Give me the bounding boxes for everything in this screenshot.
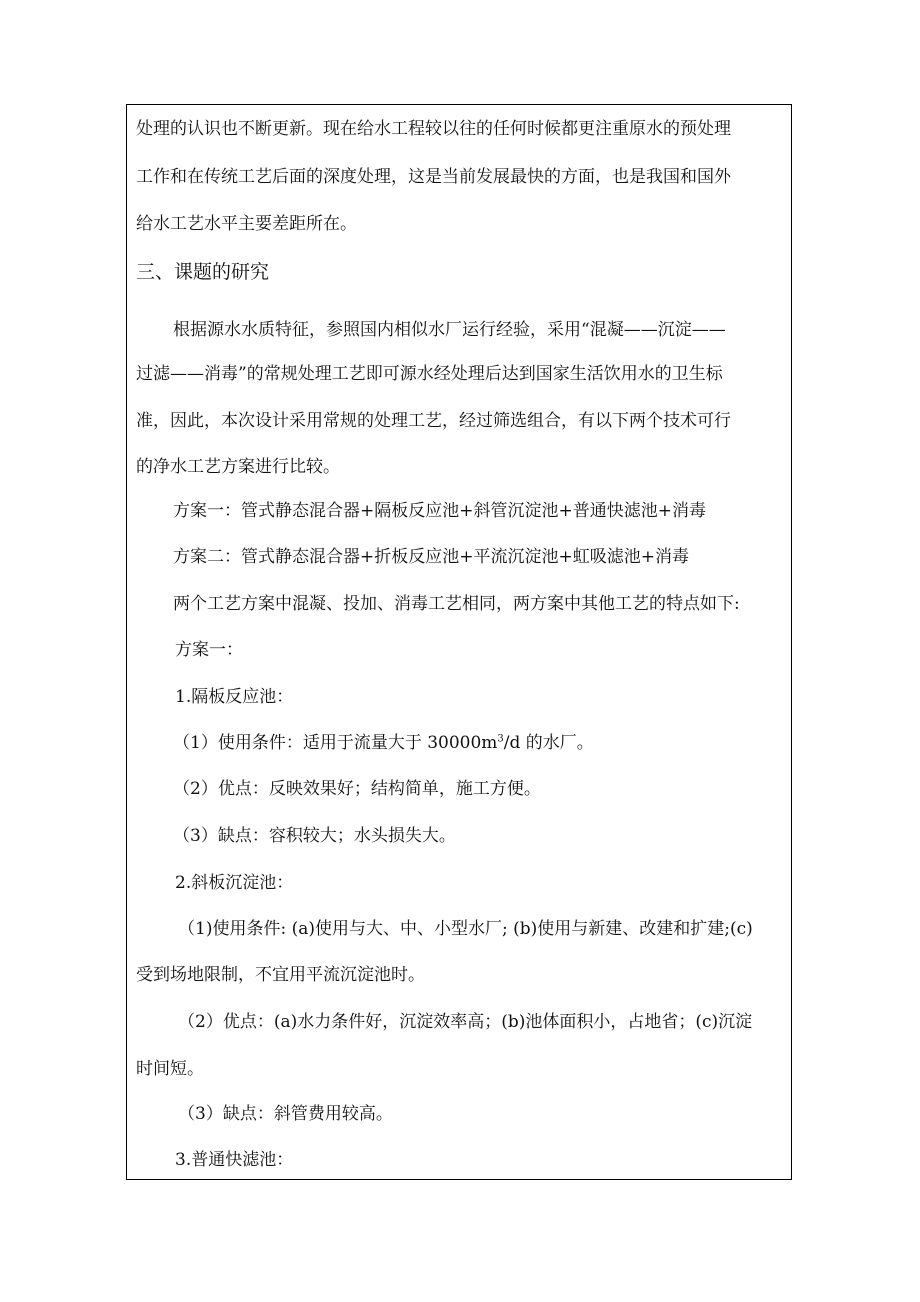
paragraph-line: 准，因此，本次设计采用常规的处理工艺，经过筛选组合，有以下两个技术可行 <box>136 411 731 431</box>
list-item: （3）缺点：容积较大；水头损失大。 <box>173 826 456 846</box>
subheading: 方案一： <box>175 640 243 660</box>
subheading: 1.隔板反应池： <box>175 687 294 707</box>
list-item: （1)使用条件: (a)使用与大、中、小型水厂; (b)使用与新建、改建和扩建;(c) <box>178 919 753 939</box>
paragraph-line: 的净水工艺方案进行比较。 <box>136 457 340 477</box>
list-item <box>173 731 594 755</box>
list-item: （2）优点：反映效果好；结构简单，施工方便。 <box>173 779 541 799</box>
list-item: （3）缺点：斜管费用较高。 <box>178 1104 393 1124</box>
subheading: 3.普通快滤池： <box>175 1150 294 1170</box>
paragraph-line: 过滤——消毒”的常规处理工艺即可源水经处理后达到国家生活饮用水的卫生标 <box>136 364 723 384</box>
paragraph-line: 两个工艺方案中混凝、投加、消毒工艺相同，两方案中其他工艺的特点如下: <box>173 594 740 614</box>
paragraph-line: 根据源水水质特征，参照国内相似水厂运行经验，采用“混凝——沉淀—— <box>173 320 726 340</box>
scheme-one-line: 方案一：管式静态混合器+隔板反应池+斜管沉淀池+普通快滤池+消毒 <box>173 501 706 521</box>
list-item: （2）优点：(a)水力条件好，沉淀效率高；(b)池体面积小，占地省；(c)沉淀 <box>178 1012 753 1032</box>
paragraph-line: 工作和在传统工艺后面的深度处理，这是当前发展最快的方面，也是我国和国外 <box>136 167 731 187</box>
paragraph-line: 受到场地限制，不宜用平流沉淀池时。 <box>136 965 425 985</box>
list-item-text: （1）使用条件：适用于流量大于 30000m <box>173 733 498 753</box>
superscript: 3 <box>497 733 504 745</box>
paragraph-line: 时间短。 <box>136 1059 204 1079</box>
paragraph-line: 处理的认识也不断更新。现在给水工程较以往的任何时候都更注重原水的预处理 <box>136 119 731 139</box>
scheme-two-line: 方案二：管式静态混合器+折板反应池+平流沉淀池+虹吸滤池+消毒 <box>173 547 689 567</box>
paragraph-line: 给水工艺水平主要差距所在。 <box>136 214 357 234</box>
subheading: 2.斜板沉淀池： <box>175 873 294 893</box>
section-heading: 三、课题的研究 <box>136 261 270 283</box>
list-item-text: /d 的水厂。 <box>503 733 594 753</box>
